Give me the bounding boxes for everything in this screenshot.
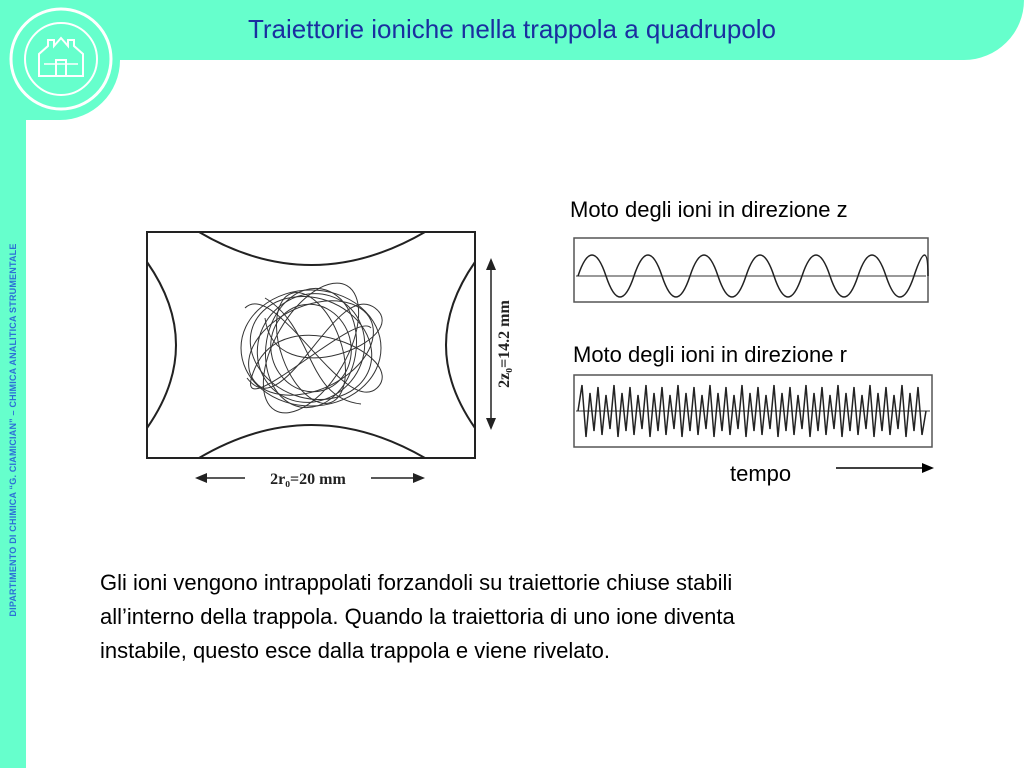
axial-dimension-label: 2z₀=14.2 mm xyxy=(496,300,513,388)
time-arrow-icon xyxy=(836,461,936,475)
description-line: Gli ioni vengono intrappolati forzandoli su traiettorie chiuse stabili xyxy=(100,570,733,595)
z-motion-label: Moto degli ioni in direzione z xyxy=(570,197,848,222)
ion-trajectory xyxy=(233,268,388,429)
z-motion-waveform xyxy=(572,236,930,304)
time-axis-label: tempo xyxy=(730,461,792,486)
r-motion-label: Moto degli ioni in direzione r xyxy=(573,342,847,367)
description-line: all’interno della trappola. Quando la traiettoria di uno ione diventa xyxy=(100,604,735,629)
radial-dimension-label: 2r₀=20 mm xyxy=(270,471,346,488)
description-paragraph xyxy=(100,566,960,668)
department-label: DIPARTIMENTO DI CHIMICA “G. CIAMICIAN” – CHIMICA ANALITICA STRUMENTALE xyxy=(8,243,18,617)
page-title: Traiettorie ioniche nella trappola a quadrupolo xyxy=(247,14,777,44)
description-line: instabile, questo esce dalla trappola e viene rivelato. xyxy=(100,638,610,663)
r-motion-waveform xyxy=(572,373,934,451)
quadrupole-trap-diagram xyxy=(135,218,515,498)
